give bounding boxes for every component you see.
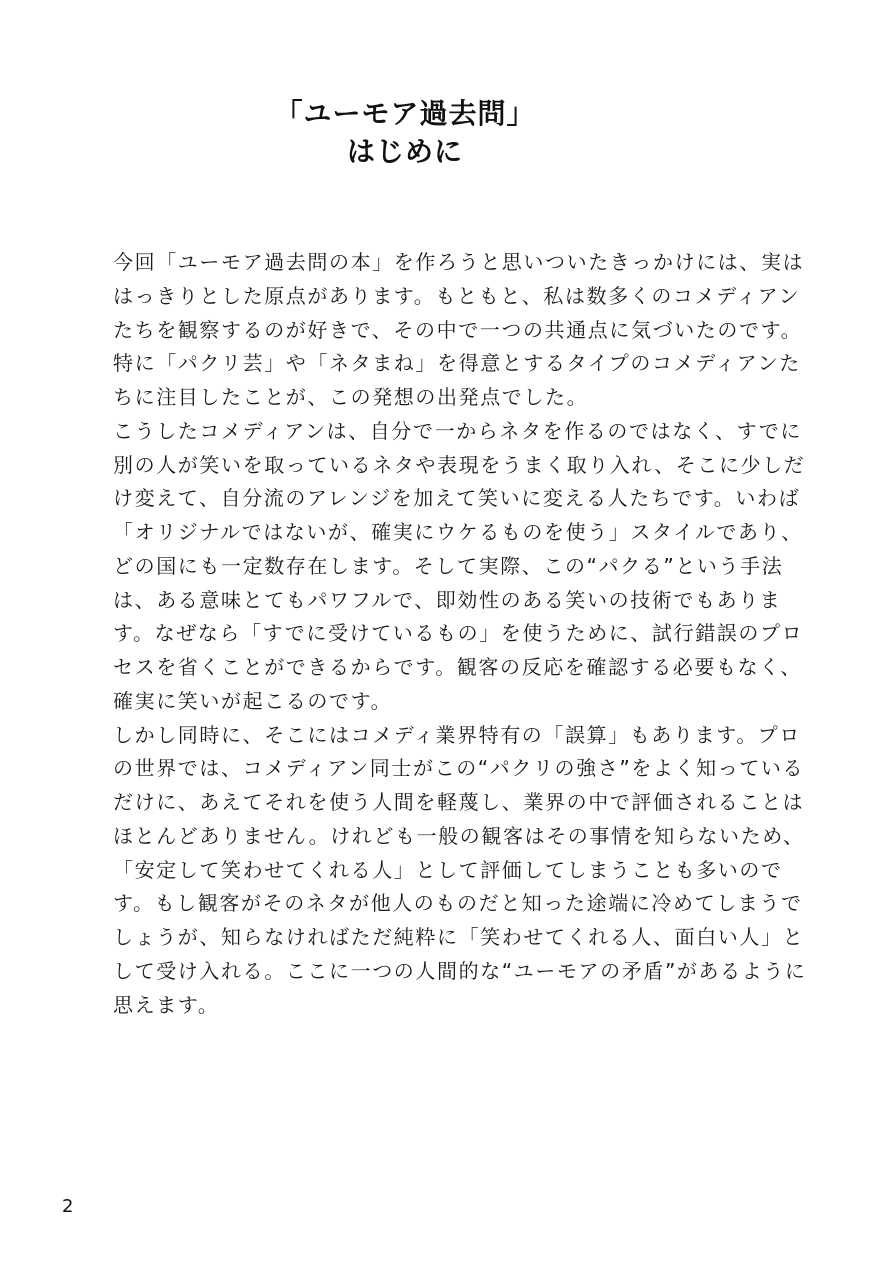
page-title: 「ユーモア過去問」 xyxy=(274,97,536,130)
text-line: け変えて、自分流のアレンジを加えて笑いに変える人たちです。いわば xyxy=(113,486,801,511)
text-line: ちに注目したことが、この発想の出発点でした。 xyxy=(113,385,589,409)
text-line: す。もし観客がそのネタが他人のものだと知った途端に冷めてしまうで xyxy=(113,891,803,916)
text-line: 思えます。 xyxy=(113,992,220,1017)
body-text xyxy=(113,246,807,1022)
page-number: 2 xyxy=(62,1196,74,1217)
text-line: しかし同時に、そこにはコメディ業界特有の「誤算」もあります。プロ xyxy=(113,722,801,747)
text-line: 「オリジナルではないが、確実にウケるものを使う」スタイルであり、 xyxy=(113,520,803,544)
text-line: す。なぜなら「すでに受けているもの」を使うために、試行錯誤のプロ xyxy=(113,621,804,646)
text-line: どの国にも一定数存在します。そして実際、この“パクる”という手法 xyxy=(113,553,784,578)
text-line: 確実に笑いが起こるのです。 xyxy=(113,688,393,713)
text-line: 特に「パクリ芸」や「ネタまね」を得意とするタイプのコメディアンた xyxy=(113,351,801,376)
text-line: はっきりとした原点があります。もともと、私は数多くのコメディアン xyxy=(113,283,801,308)
page-subtitle: はじめに xyxy=(346,135,463,168)
text-line: ほとんどありません。けれども一般の観客はその事情を知らないため、 xyxy=(113,823,805,848)
text-line: だけに、あえてそれを使う人間を軽蔑し、業界の中で評価されることは xyxy=(113,790,805,814)
text-line: こうしたコメディアンは、自分で一からネタを作るのではなく、すでに xyxy=(113,418,802,443)
text-line: 今回「ユーモア過去問の本」を作ろうと思いついたきっかけには、実は xyxy=(113,250,805,274)
text-line: たちを観察するのが好きで、その中で一つの共通点に気づいたのです。 xyxy=(113,317,803,342)
text-line: して受け入れる。ここに一つの人間的な“ユーモアの矛盾”があるように xyxy=(113,958,807,983)
text-line: は、ある意味とてもパワフルで、即効性のある笑いの技術でもありま xyxy=(113,587,782,612)
text-line: 「安定して笑わせてくれる人」として評価してしまうことも多いので xyxy=(113,857,783,882)
text-line: の世界では、コメディアン同士がこの“パクリの強さ”をよく知っている xyxy=(113,756,805,781)
text-line: しょうが、知らなければただ純粋に「笑わせてくれる人、面白い人」と xyxy=(113,925,805,949)
text-line: セスを省くことができるからです。観客の反応を確認する必要もなく、 xyxy=(113,655,802,679)
text-line: 別の人が笑いを取っているネタや表現をうまく取り入れ、そこに少しだ xyxy=(113,452,806,477)
